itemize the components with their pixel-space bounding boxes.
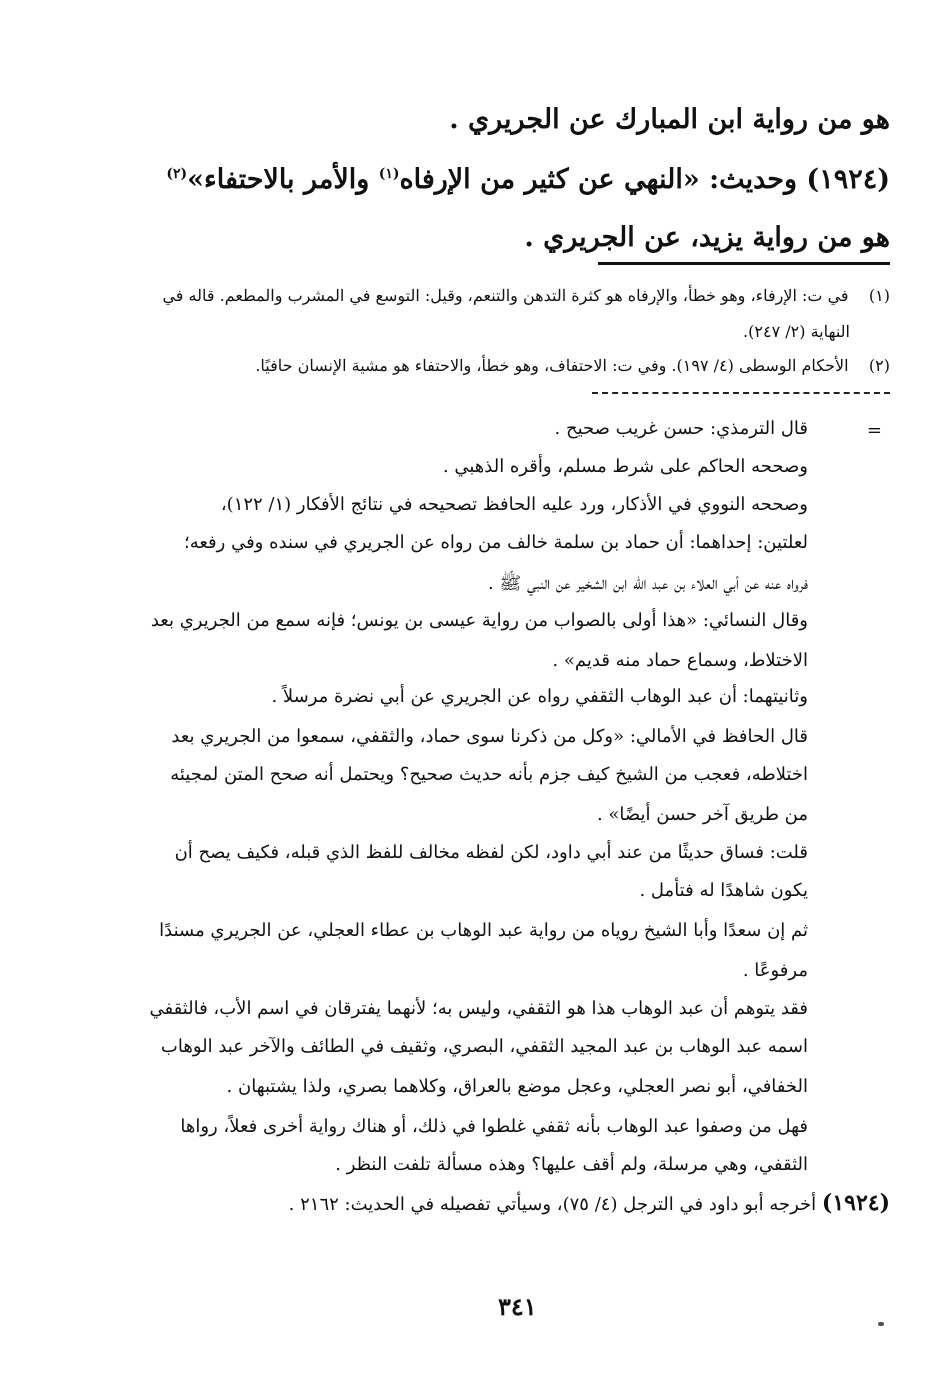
note-line: فهل من وصفوا عبد الوهاب بأنه ثقفي غلطوا في ذلك، أو هناك رواية أخرى فعلاً، رواها (180, 1116, 808, 1137)
note-line: وصححه النووي في الأذكار، ورد عليه الحافظ تصحيحه في نتائج الأفكار (١/ ١٢٢)، (220, 494, 808, 515)
scan-speck (878, 1322, 884, 1326)
note-line: قلت: فساق حديثًا من عند أبي داود، لكن لفظه مخالف للفظ الذي قبله، فكيف يصح أن (174, 842, 808, 863)
note-line: وثانيتهما: أن عبد الوهاب الثقفي رواه عن الجريري عن أبي نضرة مرسلاً . (271, 686, 808, 707)
footnote-ref-1[interactable]: (١) (378, 166, 400, 182)
footnote-2 (255, 356, 890, 375)
note-line: قال الحافظ في الأمالي: «وكل من ذكرنا سوى حماد، والثقفي، سمعوا من الجريري بعد (171, 726, 808, 747)
dashed-separator (592, 392, 890, 394)
note-line: الثقفي، وهي مرسلة، ولم أقف عليها؟ وهذه مسألة تلفت النظر . (335, 1154, 808, 1175)
footnote-1-text: في ت: الإرفاء، وهو خطأ، والإرفاه هو كثرة التدهن والتنعم، وقيل: التوسع في المشرب والمطعم. قاله في (162, 286, 849, 305)
note-line: من طريق آخر حسن أيضًا» . (596, 804, 808, 825)
note-line: الاختلاط، وسماع حماد منه قديم» . (552, 650, 808, 671)
final-reference-text: أخرجه أبو داود في الترجل (٤/ ٧٥)، وسيأتي تفصيله في الحديث: ٢١٦٢ . (288, 1194, 817, 1215)
footnote-2-text: الأحكام الوسطى (٤/ ١٩٧). وفي ت: الاحتفاف، وهو خطأ، والاحتفاء هو مشية الإنسان حافيًا. (255, 356, 849, 375)
footnote-separator (598, 262, 890, 265)
note-line: وقال النسائي: «هذا أولى بالصواب من رواية عيسى بن يونس؛ فإنه سمع من الجريري بعد (150, 610, 808, 631)
note-line: ثم إن سعدًا وأبا الشيخ روياه من رواية عبد الوهاب بن عطاء العجلي، عن الجريري مسندًا (159, 920, 808, 941)
note-line: فرواه عنه عن أبي العلاء بن عبد الله ابن الشخير عن النبي ﷺ . (488, 573, 808, 594)
note-line: يكون شاهدًا له فتأمل . (639, 880, 808, 901)
note-line: اختلاطه، فعجب من الشيخ كيف جزم بأنه حديث صحيح؟ ويحتمل أنه صحح المتن لمجيئه (170, 764, 808, 785)
hadith-text-b: والأمر بالاحتفاء» (187, 164, 370, 195)
footnote-1-number: (١) (868, 286, 890, 305)
main-line-1: هو من رواية ابن المبارك عن الجريري . (449, 104, 890, 135)
hadith-text-a: وحديث: «النهي عن كثير من الإرفاه (399, 164, 798, 195)
footnote-ref-2[interactable]: (٢) (166, 166, 188, 182)
page-number: ٣٤١ (498, 1292, 537, 1321)
footnote-1 (162, 286, 890, 305)
footnote-1-continued: النهاية (٢/ ٢٤٧). (743, 322, 850, 341)
note-line: الخفافي، أبو نصر العجلي، وعجل موضع بالعراق، وكلاهما بصري، ولذا يشتبهان . (226, 1076, 808, 1097)
note-line: لعلتين: إحداهما: أن حماد بن سلمة خالف من رواه عن الجريري في سنده وفي رفعه؛ (184, 532, 808, 553)
main-line-3: هو من رواية يزيد، عن الجريري . (524, 222, 890, 253)
note-line: فقد يتوهم أن عبد الوهاب هذا هو الثقفي، وليس به؛ لأنهما يفترقان في اسم الأب، فالثقفي (149, 998, 808, 1019)
hadith-number: (١٩٢٤) (806, 164, 890, 195)
continuation-mark: = (866, 420, 882, 441)
note-line: وصححه الحاكم على شرط مسلم، وأقره الذهبي . (442, 456, 808, 477)
note-line: اسمه عبد الوهاب بن عبد المجيد الثقفي، البصري، وثقيف في الطائف والآخر عبد الوهاب (160, 1036, 808, 1057)
final-reference (289, 1190, 890, 1216)
main-line-2 (166, 164, 890, 195)
note-line: قال الترمذي: حسن غريب صحيح . (554, 418, 808, 439)
note-line: مرفوعًا . (742, 960, 808, 981)
footnote-2-number: (٢) (868, 356, 890, 375)
final-hadith-number: (١٩٢٤) (821, 1190, 890, 1216)
